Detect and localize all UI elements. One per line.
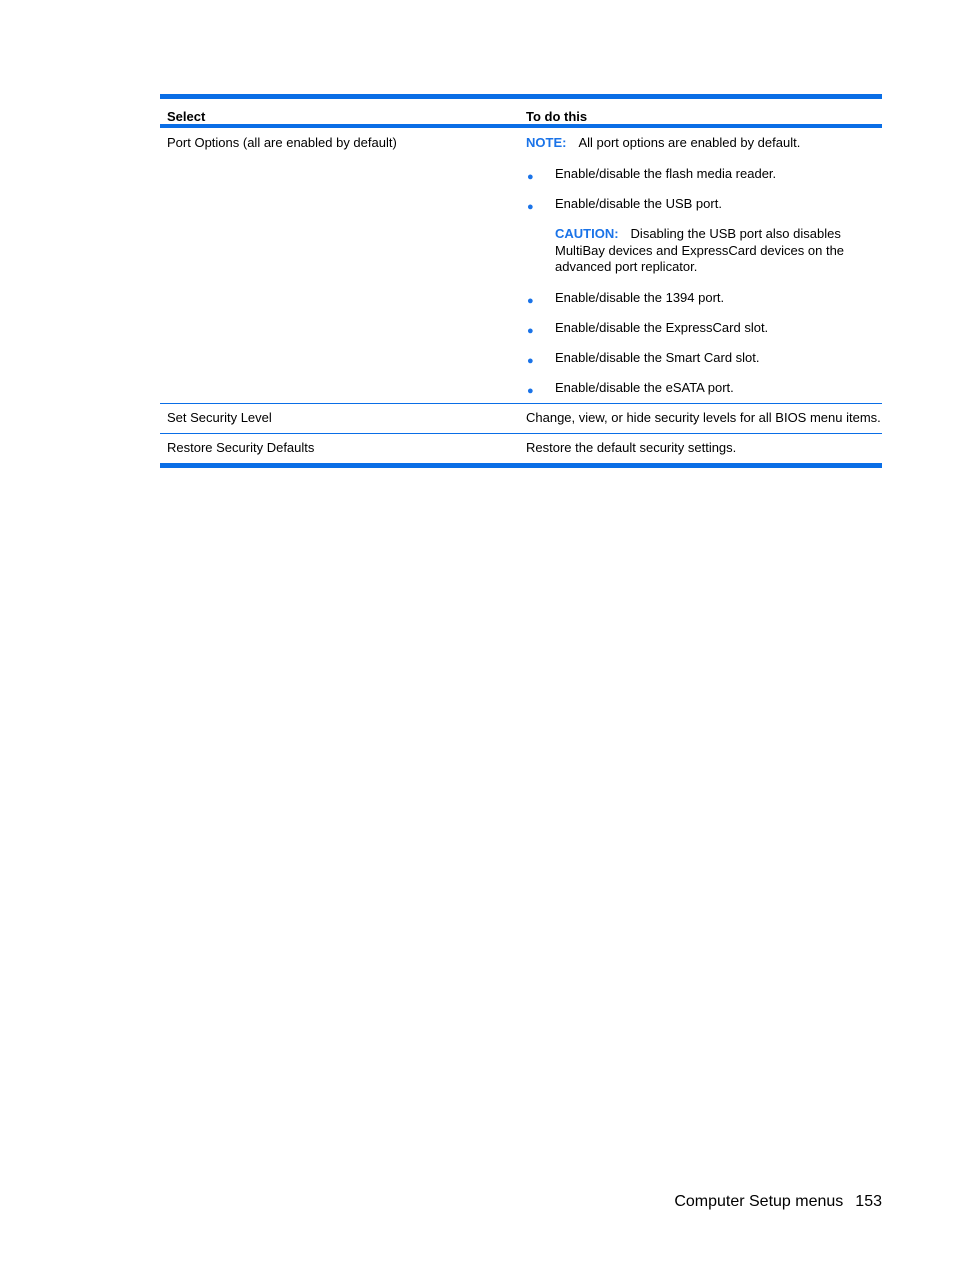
row-select-set-security-level: Set Security Level	[167, 409, 272, 425]
caution-label: CAUTION:	[555, 226, 619, 241]
list-item	[526, 350, 882, 366]
table-row	[160, 128, 882, 404]
list-item	[526, 166, 882, 182]
row-todo-restore-security-defaults: Restore the default security settings.	[526, 439, 737, 455]
list-item	[526, 380, 882, 396]
list-item-text: Enable/disable the eSATA port.	[555, 379, 734, 395]
note-text: All port options are enabled by default.	[578, 135, 801, 150]
table-header-row	[160, 99, 882, 128]
header-select: Select	[167, 109, 206, 124]
list-item	[526, 290, 882, 306]
header-to-do-this: To do this	[526, 109, 588, 124]
row-select-restore-security-defaults: Restore Security Defaults	[167, 439, 315, 455]
row-todo-set-security-level: Change, view, or hide security levels for all BIOS menu items.	[526, 409, 881, 425]
bullet-icon: ●	[527, 354, 534, 367]
bullet-icon: ●	[527, 324, 534, 337]
page-number: 153	[855, 1193, 882, 1210]
row-select-port-options: Port Options (all are enabled by default)	[167, 135, 397, 150]
note-label: NOTE:	[526, 135, 567, 150]
list-item-text: Enable/disable the ExpressCard slot.	[555, 319, 769, 335]
list-item	[526, 196, 882, 276]
bullet-icon: ●	[527, 171, 534, 183]
note	[526, 135, 882, 151]
bullet-icon: ●	[527, 201, 534, 213]
bullet-icon: ●	[527, 294, 534, 307]
list-item	[526, 320, 882, 336]
footer-section-title: Computer Setup menus	[674, 1193, 844, 1210]
table-row	[160, 404, 882, 434]
list-item-text: Enable/disable the 1394 port.	[555, 289, 725, 305]
page-footer	[674, 1192, 882, 1212]
caution	[555, 226, 855, 276]
table-row	[160, 434, 882, 463]
bullet-icon: ●	[527, 384, 534, 397]
caution-text: Disabling the USB port also disables MultiBay devices and ExpressCard devices on the advanced port replicator.	[555, 226, 845, 274]
list-item-text: Enable/disable the flash media reader.	[555, 166, 777, 181]
port-options-list	[526, 166, 882, 396]
list-item-text: Enable/disable the USB port.	[555, 196, 722, 211]
row-todo-port-options	[519, 128, 882, 403]
list-item-text: Enable/disable the Smart Card slot.	[555, 349, 760, 365]
port-options-table	[160, 94, 882, 468]
